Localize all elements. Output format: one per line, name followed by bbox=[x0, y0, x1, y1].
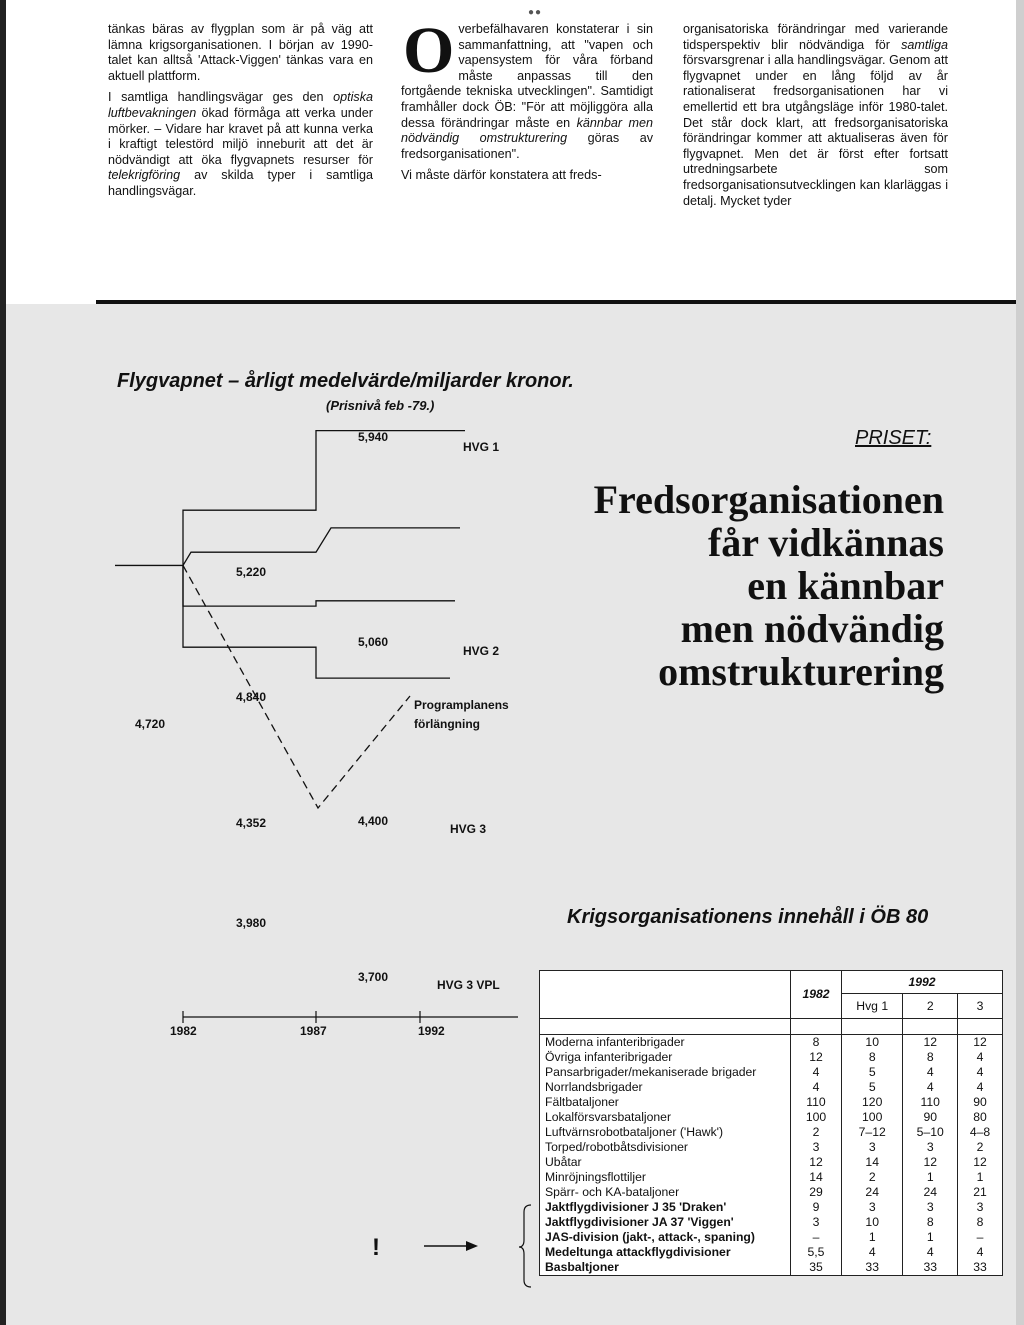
row-name: Jaktflygdivisioner J 35 'Draken' bbox=[540, 1200, 791, 1215]
value-hvg1: 5 bbox=[842, 1065, 903, 1080]
label-3980: 3,980 bbox=[236, 916, 267, 930]
value-1982: 12 bbox=[791, 1155, 842, 1170]
value-hvg2: 90 bbox=[903, 1110, 958, 1125]
row-name: Luftvärnsrobotbataljoner ('Hawk') bbox=[540, 1125, 791, 1140]
label-3700: 3,700 bbox=[358, 970, 389, 984]
value-hvg3: 80 bbox=[958, 1110, 1003, 1125]
row-name: Fältbataljoner bbox=[540, 1095, 791, 1110]
value-1982: 4 bbox=[791, 1065, 842, 1080]
value-1982: 110 bbox=[791, 1095, 842, 1110]
annotation-forlangning: förlängning bbox=[414, 717, 480, 731]
col1-text-c: ökad förmåga att verka under mörker. – Vidare har kravet på att kunna verka i kraftigt telestörd miljö inneburit att det är nödvändigt att öka flygvapnets resurser för bbox=[108, 105, 373, 167]
row-name: Lokalförsvarsbataljoner bbox=[540, 1110, 791, 1125]
row-name: Norrlandsbrigader bbox=[540, 1080, 791, 1095]
ornament-dots: ●● bbox=[528, 7, 543, 18]
col1-italic-d: telekrigföring bbox=[108, 168, 181, 183]
value-hvg1: 24 bbox=[842, 1185, 903, 1200]
value-hvg3: 4 bbox=[958, 1065, 1003, 1080]
row-name: Basbaltjoner bbox=[540, 1260, 791, 1276]
value-hvg1: 10 bbox=[842, 1215, 903, 1230]
value-hvg2: 33 bbox=[903, 1260, 958, 1276]
chart-title: Flygvapnet – årligt medelvärde/miljarder kronor. bbox=[117, 370, 574, 392]
value-hvg2: 4 bbox=[903, 1080, 958, 1095]
headline-line-3: en kännbar bbox=[747, 563, 944, 608]
value-hvg2: 8 bbox=[903, 1050, 958, 1065]
drop-cap: O bbox=[403, 14, 455, 87]
value-hvg3: 12 bbox=[958, 1035, 1003, 1051]
col3-text-a: organisatoriska förändringar med varierande tidsperspektiv blir nödvändiga för bbox=[683, 22, 948, 52]
value-hvg1: 3 bbox=[842, 1140, 903, 1155]
value-hvg3: 4 bbox=[958, 1080, 1003, 1095]
value-hvg1: 33 bbox=[842, 1260, 903, 1276]
headline-line-2: får vidkännas bbox=[707, 520, 944, 565]
priset-heading: PRISET: bbox=[855, 427, 932, 449]
value-hvg2: 3 bbox=[903, 1140, 958, 1155]
row-name: Moderna infanteribrigader bbox=[540, 1035, 791, 1051]
value-hvg3: 3 bbox=[958, 1200, 1003, 1215]
value-hvg1: 7–12 bbox=[842, 1125, 903, 1140]
col2-paragraph-2: Vi måste därför konstatera att freds- bbox=[401, 168, 602, 183]
value-1982: 29 bbox=[791, 1185, 842, 1200]
label-4840: 4,840 bbox=[236, 690, 267, 704]
x-tick-1982: 1982 bbox=[170, 1024, 197, 1038]
label-hvg3: HVG 3 bbox=[450, 822, 487, 836]
arrow-head-icon bbox=[466, 1241, 478, 1251]
x-tick-1992: 1992 bbox=[418, 1024, 445, 1038]
row-name: Pansarbrigader/mekaniserade brigader bbox=[540, 1065, 791, 1080]
header-1992: 1992 bbox=[842, 971, 1003, 994]
label-hvg2: HVG 2 bbox=[463, 644, 500, 658]
value-1982: 2 bbox=[791, 1125, 842, 1140]
row-name: JAS-division (jakt-, attack-, spaning) bbox=[540, 1230, 791, 1245]
value-hvg3: 8 bbox=[958, 1215, 1003, 1230]
value-hvg1: 5 bbox=[842, 1080, 903, 1095]
col3-text-c: försvarsgrenar i alla handlingsvägar. Genom att flygvapnet under en lång följd av år rationaliserat fredsorganisationen har vi emellertid ett bra utgångsläge inför 1980-talet. Det står dock klart, att fredsorganisatoriska förändringar kommer att aktualiseras även för flygvapnet. Men det är först efter fortsatt utredningsarbete som fredsorganisationsutvecklingen kan klarläggas i detalj. Mycket tyder bbox=[683, 53, 948, 208]
value-1982: 3 bbox=[791, 1215, 842, 1230]
value-1982: 8 bbox=[791, 1035, 842, 1051]
headline-line-5: omstrukturering bbox=[658, 649, 944, 694]
value-hvg3: 4 bbox=[958, 1245, 1003, 1260]
value-hvg2: 1 bbox=[903, 1170, 958, 1185]
value-hvg1: 4 bbox=[842, 1245, 903, 1260]
label-4720: 4,720 bbox=[135, 717, 166, 731]
col1-text-a: I samtliga handlingsvägar ges den bbox=[108, 90, 324, 105]
value-hvg1: 3 bbox=[842, 1200, 903, 1215]
value-1982: 12 bbox=[791, 1050, 842, 1065]
value-hvg2: 4 bbox=[903, 1245, 958, 1260]
row-name: Torped/robotbåtsdivisioner bbox=[540, 1140, 791, 1155]
value-1982: 4 bbox=[791, 1080, 842, 1095]
value-hvg1: 2 bbox=[842, 1170, 903, 1185]
value-hvg2: 4 bbox=[903, 1065, 958, 1080]
row-name: Spärr- och KA-bataljoner bbox=[540, 1185, 791, 1200]
label-4400: 4,400 bbox=[358, 814, 389, 828]
col1-paragraph-1: tänkas bäras av flygplan som är på väg att lämna krigsorganisationen. I början av 1990-talet kan alltså 'Attack-Viggen' tänkas vara en aktuell plattform. bbox=[108, 22, 373, 83]
label-5220: 5,220 bbox=[236, 565, 267, 579]
value-hvg3: 90 bbox=[958, 1095, 1003, 1110]
value-hvg3: 12 bbox=[958, 1155, 1003, 1170]
value-hvg3: 2 bbox=[958, 1140, 1003, 1155]
col2-text-c: göras av fredsorganisationen". bbox=[401, 131, 654, 161]
col2-text-a: verbefälhavaren konstaterar i sin sammanfattning, att "vapen och vapensystem för våra förband måste anpassas till den fortgående tekniska utvecklingen". Samtidigt framhåller dock ÖB: "För att möjliggöra alla dessa förändringar måste en bbox=[401, 22, 653, 130]
col1-italic-b: optiska luftbevakningen bbox=[108, 90, 373, 120]
label-hvg1: HVG 1 bbox=[463, 440, 500, 454]
table-title: Krigsorganisationens innehåll i ÖB 80 bbox=[567, 906, 929, 928]
chart-subtitle: (Prisnivå feb -79.) bbox=[326, 398, 435, 413]
value-hvg3: 1 bbox=[958, 1170, 1003, 1185]
header-hvg1: Hvg 1 bbox=[842, 994, 903, 1019]
value-hvg3: 4 bbox=[958, 1050, 1003, 1065]
value-hvg2: 110 bbox=[903, 1095, 958, 1110]
value-hvg2: 5–10 bbox=[903, 1125, 958, 1140]
value-hvg3: 4–8 bbox=[958, 1125, 1003, 1140]
value-hvg1: 8 bbox=[842, 1050, 903, 1065]
exclamation-mark: ! bbox=[372, 1234, 380, 1261]
value-hvg2: 12 bbox=[903, 1035, 958, 1051]
headline-line-4: men nödvändig bbox=[680, 606, 944, 651]
value-1982: 14 bbox=[791, 1170, 842, 1185]
value-hvg1: 14 bbox=[842, 1155, 903, 1170]
annotation-programplanens: Programplanens bbox=[414, 698, 509, 712]
value-1982: 35 bbox=[791, 1260, 842, 1276]
header-1982: 1982 bbox=[791, 971, 842, 1019]
label-hvg3-vpl: HVG 3 VPL bbox=[437, 978, 500, 992]
col3-italic-b: samtliga bbox=[901, 37, 948, 52]
row-name: Minröjningsflottiljer bbox=[540, 1170, 791, 1185]
value-hvg1: 100 bbox=[842, 1110, 903, 1125]
x-tick-1987: 1987 bbox=[300, 1024, 327, 1038]
value-hvg2: 3 bbox=[903, 1200, 958, 1215]
value-hvg3: – bbox=[958, 1230, 1003, 1245]
value-1982: 5,5 bbox=[791, 1245, 842, 1260]
brace-icon bbox=[519, 1205, 531, 1287]
header-hvg2: 2 bbox=[903, 994, 958, 1019]
value-hvg1: 10 bbox=[842, 1035, 903, 1051]
value-hvg3: 21 bbox=[958, 1185, 1003, 1200]
value-hvg2: 24 bbox=[903, 1185, 958, 1200]
label-4352: 4,352 bbox=[236, 816, 267, 830]
value-hvg2: 8 bbox=[903, 1215, 958, 1230]
value-1982: 9 bbox=[791, 1200, 842, 1215]
col2-italic-b: kännbar men nödvändig omstrukturering bbox=[401, 115, 654, 146]
value-1982: 100 bbox=[791, 1110, 842, 1125]
row-name: Övriga infanteribrigader bbox=[540, 1050, 791, 1065]
value-hvg2: 1 bbox=[903, 1230, 958, 1245]
value-hvg2: 12 bbox=[903, 1155, 958, 1170]
row-name: Ubåtar bbox=[540, 1155, 791, 1170]
label-5060: 5,060 bbox=[358, 635, 389, 649]
row-name: Medeltunga attackflygdivisioner bbox=[540, 1245, 791, 1260]
value-hvg1: 1 bbox=[842, 1230, 903, 1245]
row-name: Jaktflygdivisioner JA 37 'Viggen' bbox=[540, 1215, 791, 1230]
headline-line-1: Fredsorganisationen bbox=[593, 477, 944, 522]
value-1982: 3 bbox=[791, 1140, 842, 1155]
label-5940: 5,940 bbox=[358, 430, 389, 444]
header-hvg3: 3 bbox=[958, 994, 1003, 1019]
value-hvg3: 33 bbox=[958, 1260, 1003, 1276]
col1-text-e: av skilda typer i samtliga handlingsvägar. bbox=[108, 168, 374, 198]
value-hvg1: 120 bbox=[842, 1095, 903, 1110]
value-1982: – bbox=[791, 1230, 842, 1245]
